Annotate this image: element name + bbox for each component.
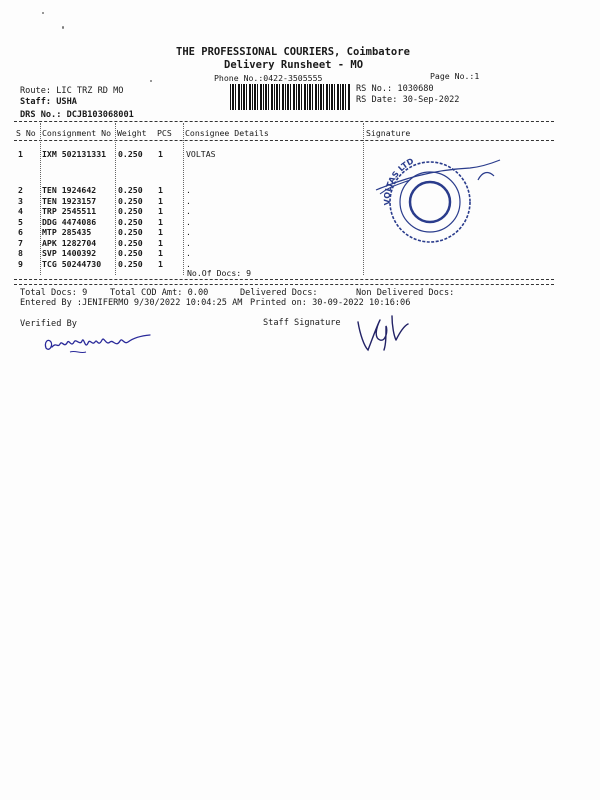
- row-sno: 8: [18, 248, 23, 258]
- barcode: [230, 84, 350, 110]
- row-consignment: TCG 50244730: [42, 258, 102, 269]
- row-consignee: .: [186, 227, 191, 237]
- row-consignment: DDG 4474086: [42, 216, 97, 227]
- row-pcs: 1: [158, 227, 163, 237]
- verified-by-label: Verified By: [20, 319, 77, 329]
- row-weight: 0.250: [118, 237, 143, 248]
- header-signature: Signature: [366, 128, 411, 138]
- row-weight: 0.250: [118, 248, 143, 258]
- row-pcs: 1: [158, 149, 163, 159]
- row-weight: 0.250: [118, 206, 143, 216]
- total-cod: Total COD Amt: 0.00: [110, 288, 209, 298]
- stamp-text: VOLTAS LTD: [382, 156, 416, 206]
- row-sno: 5: [18, 216, 23, 227]
- total-docs: Total Docs: 9: [20, 288, 88, 298]
- row-consignee: .: [186, 248, 191, 258]
- row-weight: 0.250: [118, 149, 143, 159]
- staff-signature-label: Staff Signature: [263, 318, 341, 328]
- row-consignee: .: [186, 185, 191, 195]
- route: Route: LIC TRZ RD MO: [20, 86, 124, 96]
- row-pcs: 1: [158, 248, 163, 258]
- staff-name: Staff: USHA: [20, 97, 77, 107]
- header-rule: [14, 140, 554, 141]
- company-stamp: [370, 150, 510, 250]
- column-divider: [363, 123, 364, 275]
- header-weight: Weight: [117, 128, 147, 138]
- verified-by-signature: [40, 326, 170, 360]
- rs-date: RS Date: 30-Sep-2022: [356, 95, 460, 105]
- scan-speck: [150, 80, 152, 82]
- row-weight: 0.250: [118, 227, 143, 237]
- row-consignee: VOLTAS: [186, 149, 216, 159]
- row-sno: 2: [18, 185, 23, 195]
- delivered-docs: Delivered Docs:: [240, 288, 318, 298]
- row-sno: 1: [18, 149, 23, 159]
- row-consignment: SVP 1400392: [42, 248, 97, 258]
- rs-number: RS No.: 1030680: [356, 84, 434, 94]
- row-pcs: 1: [158, 195, 163, 206]
- printed-on: Printed on: 30-09-2022 10:16:06: [250, 298, 411, 308]
- column-divider: [115, 123, 116, 275]
- row-consignee: .: [186, 216, 191, 227]
- row-weight: 0.250: [118, 185, 143, 195]
- row-consignee: .: [186, 258, 191, 269]
- column-divider: [40, 123, 41, 275]
- row-consignee: .: [186, 195, 191, 206]
- table-bottom-rule: [14, 279, 554, 280]
- top-rule: [14, 121, 554, 122]
- table-bottom-rule-2: [14, 284, 554, 285]
- staff-signature: [352, 310, 412, 358]
- row-weight: 0.250: [118, 216, 143, 227]
- row-consignment: MTP 285435: [42, 227, 92, 237]
- row-consignment: TRP 2545511: [42, 206, 97, 216]
- row-pcs: 1: [158, 185, 163, 195]
- scan-speck: [62, 26, 64, 29]
- company-name: THE PROFESSIONAL COURIERS, Coimbatore: [176, 46, 410, 58]
- row-consignment: TEN 1924642: [42, 185, 97, 195]
- phone-number: Phone No.:0422-3505555: [214, 73, 323, 83]
- row-sno: 3: [18, 195, 23, 206]
- page-number: Page No.:1: [430, 71, 480, 81]
- row-sno: 7: [18, 237, 23, 248]
- row-consignment: IXM 502131331: [42, 149, 107, 159]
- drs-number: DRS No.: DCJB103068001: [20, 110, 134, 120]
- row-sno: 4: [18, 206, 23, 216]
- header-pcs: PCS: [157, 128, 172, 138]
- row-consignee: .: [186, 206, 191, 216]
- row-consignee: .: [186, 237, 191, 248]
- row-consignment: APK 1282704: [42, 237, 97, 248]
- header-sno: S No: [16, 128, 36, 138]
- row-sno: 6: [18, 227, 23, 237]
- entered-by: Entered By :JENIFERMO 9/30/2022 10:04:25 AM: [20, 298, 243, 308]
- row-pcs: 1: [158, 206, 163, 216]
- non-delivered-docs: Non Delivered Docs:: [356, 288, 455, 298]
- document-title: Delivery Runsheet - MO: [224, 59, 364, 71]
- row-pcs: 1: [158, 237, 163, 248]
- row-weight: 0.250: [118, 195, 143, 206]
- row-pcs: 1: [158, 258, 163, 269]
- scan-speck: [42, 12, 44, 14]
- row-sno: 9: [18, 258, 23, 269]
- row-pcs: 1: [158, 216, 163, 227]
- no-of-docs: No.Of Docs: 9: [187, 268, 252, 278]
- row-consignment: TEN 1923157: [42, 195, 97, 206]
- header-consignee: Consignee Details: [185, 128, 269, 138]
- row-weight: 0.250: [118, 258, 143, 269]
- header-consignment: Consignment No: [42, 128, 112, 138]
- column-divider: [183, 123, 184, 275]
